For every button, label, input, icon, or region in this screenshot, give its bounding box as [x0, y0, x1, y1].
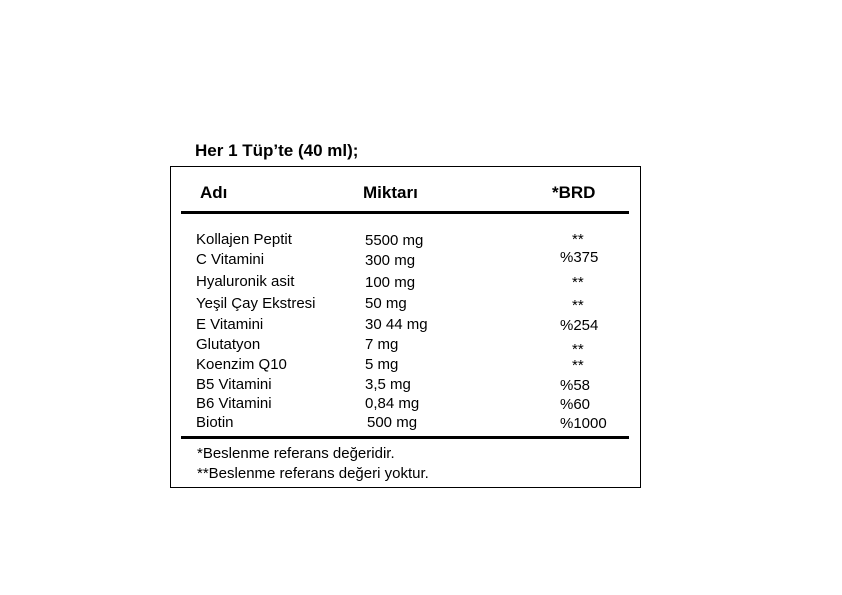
- header-divider: [181, 211, 629, 214]
- column-header-name: Adı: [200, 183, 228, 202]
- row-rda: %60: [560, 396, 591, 413]
- page-title: Her 1 Tüp’te (40 ml);: [195, 141, 359, 160]
- row-amount: 7 mg: [365, 336, 399, 353]
- row-name: Glutatyon: [196, 336, 261, 353]
- row-rda: **: [572, 297, 584, 314]
- row-amount: 500 mg: [367, 414, 418, 431]
- row-name: Biotin: [196, 414, 234, 431]
- row-amount: 100 mg: [365, 274, 416, 291]
- row-rda: %58: [560, 377, 591, 394]
- column-header-rda: *BRD: [552, 183, 596, 202]
- row-rda: %1000: [560, 415, 607, 432]
- row-amount: 0,84 mg: [365, 395, 420, 412]
- row-name: B6 Vitamini: [196, 395, 272, 412]
- row-rda: %375: [560, 249, 599, 266]
- row-rda: **: [572, 341, 584, 358]
- footnote: **Beslenme referans değeri yoktur.: [197, 465, 429, 482]
- row-rda: **: [572, 357, 584, 374]
- row-amount: 30 44 mg: [365, 316, 428, 333]
- footer-divider: [181, 436, 629, 439]
- column-header-amount: Miktarı: [363, 183, 418, 202]
- row-amount: 5500 mg: [365, 232, 424, 249]
- row-name: Koenzim Q10: [196, 356, 287, 373]
- row-amount: 5 mg: [365, 356, 399, 373]
- row-name: Yeşil Çay Ekstresi: [196, 295, 316, 312]
- footnote: *Beslenme referans değeridir.: [197, 445, 395, 462]
- row-name: Kollajen Peptit: [196, 231, 292, 248]
- row-amount: 3,5 mg: [365, 376, 411, 393]
- row-amount: 50 mg: [365, 295, 407, 312]
- row-name: B5 Vitamini: [196, 376, 272, 393]
- row-rda: %254: [560, 317, 599, 334]
- row-name: C Vitamini: [196, 251, 265, 268]
- row-rda: **: [572, 231, 584, 248]
- row-amount: 300 mg: [365, 252, 416, 269]
- row-rda: **: [572, 274, 584, 291]
- row-name: Hyaluronik asit: [196, 273, 295, 290]
- row-name: E Vitamini: [196, 316, 264, 333]
